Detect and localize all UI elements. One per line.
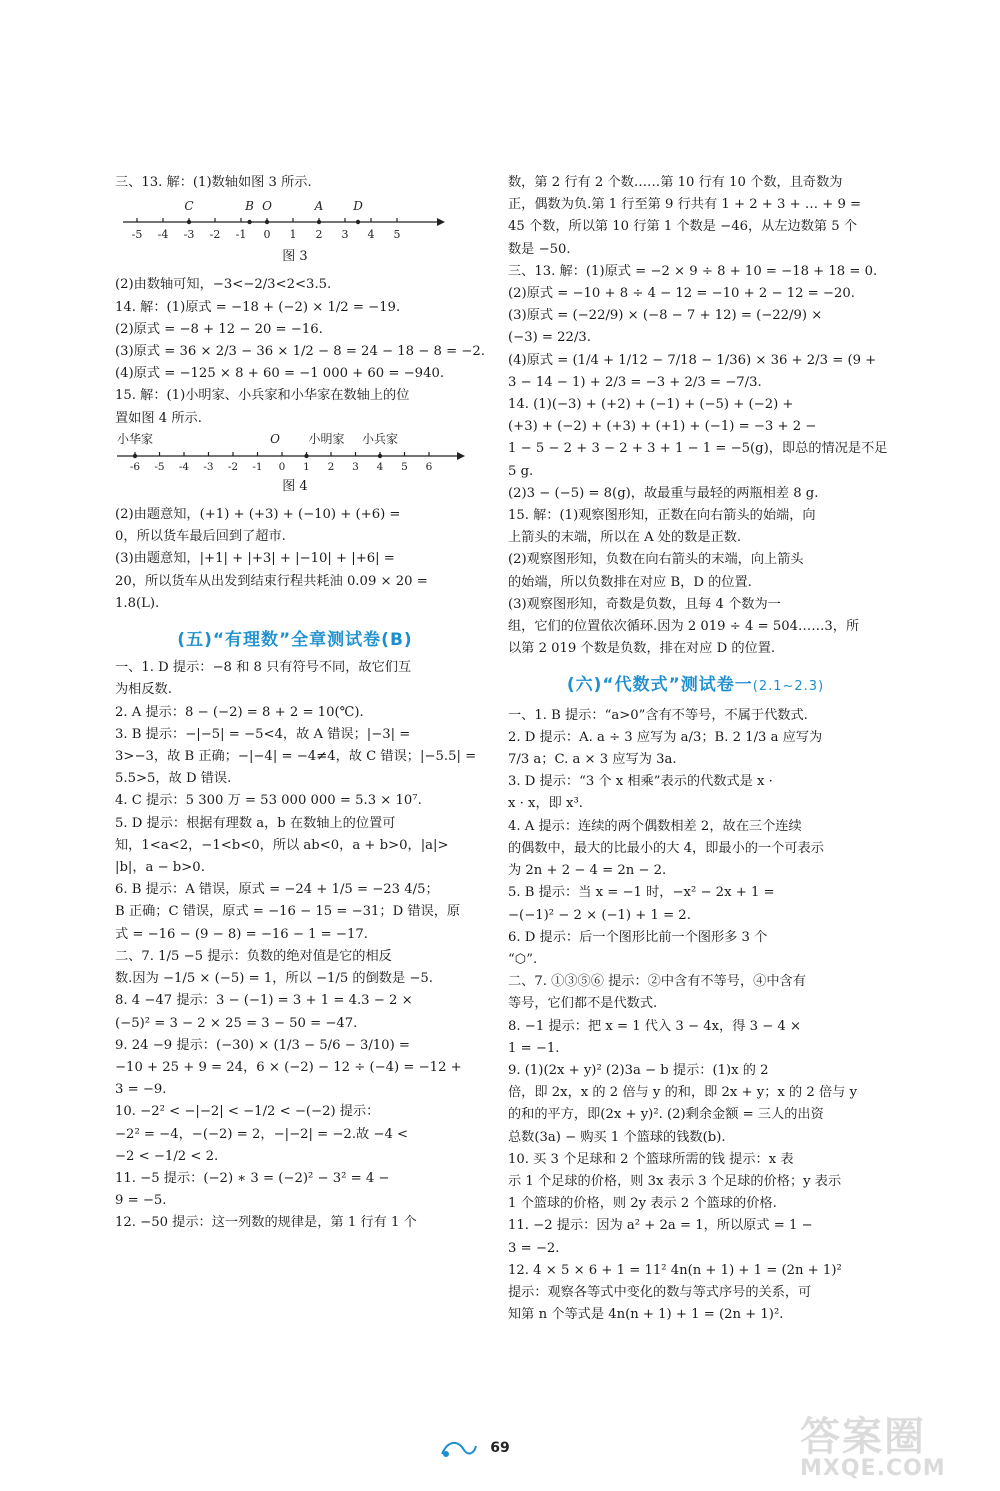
text-line: 1.8(L).: [115, 595, 160, 611]
text-line: 提示：观察各等式中变化的数与等式序号的关系，可: [508, 1284, 812, 1300]
text-line: 的偶数中，最大的比最小的大 4，即最小的一个可表示: [508, 840, 824, 856]
text-line: 为相反数.: [115, 682, 172, 698]
text-line: 数.因为 −1/5 × (−5) = 1，所以 −1/5 的倒数是 −5.: [115, 971, 433, 987]
watermark: [800, 1405, 946, 1481]
text-line: 总数(3a) − 购买 1 个篮球的钱数(b).: [508, 1129, 726, 1145]
left-column: [115, 172, 485, 1235]
text-line: 3 = −9.: [115, 1082, 167, 1098]
text-line: 15. 解：(1)观察图形知，正数在向右箭头的始端，向: [508, 508, 816, 524]
text-line: 5. D 提示：根据有理数 a，b 在数轴上的位置可: [115, 815, 396, 831]
text-line: (2)原式 = −10 + 8 ÷ 4 − 12 = −10 + 2 − 12 = −20.: [508, 286, 855, 302]
point-dot: [187, 220, 191, 224]
watermark-url: MXQE.COM: [800, 1456, 946, 1481]
text-line: −10 + 25 + 9 = 24，6 × (−2) − 12 ÷ (−4) = −12 +: [115, 1059, 462, 1075]
tick-label: 0: [263, 228, 271, 242]
tick-label: -2: [227, 460, 239, 473]
text-line: 一、1. D 提示：−8 和 8 只有符号不同，故它们互: [115, 660, 412, 676]
text-line: 数是 −50.: [508, 241, 571, 257]
point-label: D: [353, 199, 363, 214]
text-line: 14. 解：(1)原式 = −18 + (−2) × 1/2 = −19.: [115, 299, 401, 315]
text-line: x · x，即 x³.: [508, 796, 583, 812]
watermark-logo: 答案圈: [800, 1414, 926, 1460]
text-line: 14. (1)(−3) + (+2) + (−1) + (−5) + (−2) +: [508, 397, 794, 413]
text-line: “⬡”.: [508, 951, 538, 967]
section-6-answers: [508, 705, 883, 1327]
figure-3-number-line: [115, 196, 445, 244]
text-line: 9 = −5.: [115, 1193, 167, 1209]
text-line: 3>−3，故 B 正确；−|−4| = −4≠4，故 C 错误；|−5.5| =: [115, 749, 477, 765]
tick-label: -2: [209, 228, 221, 242]
text-line: (2)观察图形知，负数在向右箭头的末端，向上箭头: [508, 552, 804, 568]
tick-label: 0: [278, 460, 286, 473]
house-label: 小兵家: [361, 431, 399, 446]
text-line: 4. C 提示：5 300 万 = 53 000 000 = 5.3 × 10⁷.: [115, 793, 422, 809]
tick-label: -1: [252, 460, 263, 473]
text-line: (3)观察图形知，奇数是负数，且每 4 个数为一: [508, 596, 781, 612]
tick-label: -6: [129, 460, 141, 473]
tick-label: 1: [289, 228, 297, 242]
text-line: (3)原式 = 36 × 2/3 − 36 × 1/2 − 8 = 24 − 18 − 8 = −2.: [115, 344, 485, 360]
text-line: 4. A 提示：连续的两个偶数相差 2，故在三个连续: [508, 818, 802, 834]
text-line: 知，1<a<2，−1<b<0，所以 ab<0，a + b>0，|a|>: [115, 837, 449, 853]
text-line: 8. 4 −47 提示：3 − (−1) = 3 + 1 = 4.3 − 2 ×: [115, 993, 413, 1009]
left-after-fig4-text: [115, 504, 475, 615]
text-line: (−5)² = 3 − 2 × 25 = 3 − 50 = −47.: [115, 1015, 358, 1031]
point-label: C: [184, 199, 194, 214]
text-line: (2)由数轴可知，−3<−2/3<2<3.5.: [115, 277, 332, 293]
tick-label: 5: [393, 228, 401, 242]
text-line: (2)3 − (−5) = 8(g)，故最重与最轻的两瓶相差 8 g.: [508, 485, 819, 501]
text-line: 7/3 a；C. a × 3 应写为 3a.: [508, 752, 677, 768]
section-6-range: (2.1~2.3): [752, 679, 825, 695]
text-line: 5.5>5，故 D 错误.: [115, 771, 232, 787]
tick-label: 2: [315, 228, 323, 242]
tick-label: 2: [327, 460, 335, 473]
text-line: 的和的平方，即(2x + y)². (2)剩余金额 = 三人的出资: [508, 1107, 824, 1123]
text-line: 以第 2 019 个数是负数，排在对应 D 的位置.: [508, 641, 776, 657]
text-line: 9. (1)(2x + y)² (2)3a − b 提示：(1)x 的 2: [508, 1062, 769, 1078]
text-line: 11. −2 提示：因为 a² + 2a = 1，所以原式 = 1 −: [508, 1218, 813, 1234]
text-line: (3)由题意知，|+1| + |+3| + |−10| + |+6| =: [115, 551, 395, 567]
house-label: 小华家: [116, 431, 154, 446]
text-line: 2. A 提示：8 − (−2) = 8 + 2 = 10(℃).: [115, 704, 364, 720]
tick-label: -4: [157, 228, 169, 242]
text-line: 2. D 提示：A. a ÷ 3 应写为 a/3；B. 2 1/3 a 应写为: [508, 729, 823, 745]
text-line: 1 − 5 − 2 + 3 − 2 + 3 + 1 − 1 = −5(g)，即总的情况是不足: [508, 441, 888, 457]
text-line: 三、13. 解：(1)数轴如图 3 所示.: [115, 175, 312, 190]
point-dot: [265, 220, 269, 224]
text-line: −(−1)² − 2 × (−1) + 1 = 2.: [508, 907, 691, 923]
text-line: 一、1. B 提示：“a>0”含有不等号，不属于代数式.: [508, 707, 808, 723]
text-line: (−3) = 22/3.: [508, 330, 591, 346]
text-line: 20，所以货车从出发到结束行程共耗油 0.09 × 20 =: [115, 573, 428, 589]
house-label: O: [270, 431, 280, 446]
text-line: 知第 n 个等式是 4n(n + 1) + 1 = (2n + 1)².: [508, 1307, 784, 1323]
text-line: 数，第 2 行有 2 个数……第 10 行有 10 个数，且奇数为: [508, 175, 843, 190]
right-top-text: [508, 172, 888, 660]
text-line: 6. D 提示：后一个图形比前一个图形多 3 个: [508, 929, 768, 945]
text-line: 3. B 提示：−|−5| = −5<4，故 A 错误；|−3| =: [115, 726, 411, 742]
text-line: 6. B 提示：A 错误，原式 = −24 + 1/5 = −23 4/5；: [115, 882, 439, 898]
text-line: (+3) + (−2) + (+3) + (+1) + (−1) = −3 + 2 −: [508, 419, 817, 435]
text-line: 倍，即 2x，x 的 2 倍与 y 的和，即 2x + y；x 的 2 倍与 y: [508, 1085, 858, 1101]
section-5-answers: [115, 657, 475, 1234]
tick-label: -1: [235, 228, 247, 242]
section-5-title: (五)“有理数”全章测试卷(B): [177, 630, 413, 651]
text-line: 二、7. 1/5 −5 提示：负数的绝对值是它的相反: [115, 948, 392, 964]
text-line: 3 = −2.: [508, 1240, 560, 1256]
left-top-text: [115, 172, 475, 194]
text-line: 等号，它们都不是代数式.: [508, 996, 658, 1012]
text-line: 11. −5 提示：(−2) ∗ 3 = (−2)² − 3² = 4 −: [115, 1170, 390, 1186]
text-line: 5 g.: [508, 463, 534, 479]
tick-label: -4: [178, 460, 190, 473]
text-line: 10. 买 3 个足球和 2 个篮球所需的钱 提示：x 表: [508, 1151, 794, 1167]
text-line: 3. D 提示：“3 个 x 相乘”表示的代数式是 x ·: [508, 774, 773, 790]
text-line: 8. −1 提示：把 x = 1 代入 3 − 4x，得 3 − 4 ×: [508, 1018, 802, 1034]
text-line: 置如图 4 所示.: [115, 410, 202, 426]
point-label: A: [314, 199, 324, 214]
tick-label: 5: [401, 460, 408, 473]
text-line: 15. 解：(1)小明家、小兵家和小华家在数轴上的位: [115, 388, 410, 404]
text-line: 三、13. 解：(1)原式 = −2 × 9 ÷ 8 + 10 = −18 + 18 = 0.: [508, 263, 878, 279]
text-line: (3)原式 = (−22/9) × (−8 − 7 + 12) = (−22/9) ×: [508, 308, 823, 324]
text-line: 示 1 个足球的价格，则 3x 表示 3 个足球的价格；y 表示: [508, 1173, 842, 1189]
point-label: B: [245, 199, 254, 214]
left-mid-text: [115, 274, 485, 429]
text-line: −2² = −4，−(−2) = 2，−|−2| = −2.故 −4 <: [115, 1126, 409, 1142]
text-line: 10. −2² < −|−2| < −1/2 < −(−2) 提示：: [115, 1104, 380, 1120]
text-line: 12. 4 × 5 × 6 + 1 = 11² 4n(n + 1) + 1 = (2n + 1)²: [508, 1262, 842, 1278]
section-6-title-text: (六)“代数式”测试卷一: [566, 675, 753, 696]
tick-label: 4: [367, 228, 375, 242]
text-line: 为 2n + 2 − 4 = 2n − 2.: [508, 863, 667, 879]
text-line: 1 = −1.: [508, 1040, 560, 1056]
page-number: 69: [490, 1440, 510, 1456]
text-line: 式 = −16 − (9 − 8) = −16 − 1 = −17.: [115, 926, 368, 942]
text-line: (4)原式 = (1/4 + 1/12 − 7/18 − 1/36) × 36 + 2/3 = (9 +: [508, 352, 877, 368]
text-line: 上箭头的末端，所以在 A 处的数是正数.: [508, 530, 742, 546]
figure-4-number-line: [115, 430, 465, 474]
text-line: 的始端，所以负数排在对应 B，D 的位置.: [508, 574, 752, 590]
text-line: 5. B 提示：当 x = −1 时，−x² − 2x + 1 =: [508, 885, 775, 901]
text-line: 0，所以货车最后回到了超市.: [115, 529, 286, 545]
text-line: 1 个篮球的价格，则 2y 表示 2 个篮球的价格.: [508, 1196, 777, 1212]
figure-3-caption: 图 3: [282, 249, 308, 265]
text-line: 9. 24 −9 提示：(−30) × (1/3 − 5/6 − 3/10) =: [115, 1037, 410, 1053]
text-line: 3 − 14 − 1) + 2/3 = −3 + 2/3 = −7/3.: [508, 374, 762, 390]
house-label: 小明家: [308, 431, 345, 446]
tick-label: -5: [131, 228, 143, 242]
right-column: [508, 172, 888, 1326]
text-line: (4)原式 = −125 × 8 + 60 = −1 000 + 60 = −940.: [115, 366, 445, 382]
text-line: −2 < −1/2 < 2.: [115, 1148, 219, 1164]
tick-label: 3: [341, 228, 349, 242]
text-line: 正，偶数为负.第 1 行至第 9 行共有 1 + 2 + 3 + … + 9 =: [508, 197, 862, 213]
tick-label: 4: [376, 460, 384, 473]
point-label: O: [262, 199, 272, 214]
figure-4-caption: 图 4: [282, 478, 308, 494]
text-line: (2)由题意知，(+1) + (+3) + (−10) + (+6) =: [115, 507, 401, 523]
text-line: (2)原式 = −8 + 12 − 20 = −16.: [115, 321, 323, 337]
text-line: B 正确；C 错误，原式 = −16 − 15 = −31；D 错误，原: [115, 904, 461, 920]
text-line: 45 个数，所以第 10 行第 1 个数是 −46，从左边数第 5 个: [508, 219, 858, 235]
tick-label: -3: [203, 460, 214, 473]
point-dot: [356, 220, 360, 224]
tick-label: -3: [183, 228, 195, 242]
tick-label: 3: [352, 460, 359, 473]
text-line: 12. −50 提示：这一列数的规律是，第 1 行有 1 个: [115, 1215, 417, 1231]
text-line: 二、7. ①③⑤⑥ 提示：②中含有不等号，④中含有: [508, 974, 806, 990]
point-dot: [317, 220, 321, 224]
tick-label: -5: [154, 460, 165, 473]
section-6-title: [508, 674, 883, 698]
point-dot: [247, 220, 251, 224]
text-line: |b|，a − b>0.: [115, 860, 205, 876]
tick-label: 6: [425, 460, 433, 473]
text-line: 组，它们的位置依次循环.因为 2 019 ÷ 4 = 504……3，所: [508, 619, 860, 635]
tick-label: 1: [303, 460, 310, 473]
